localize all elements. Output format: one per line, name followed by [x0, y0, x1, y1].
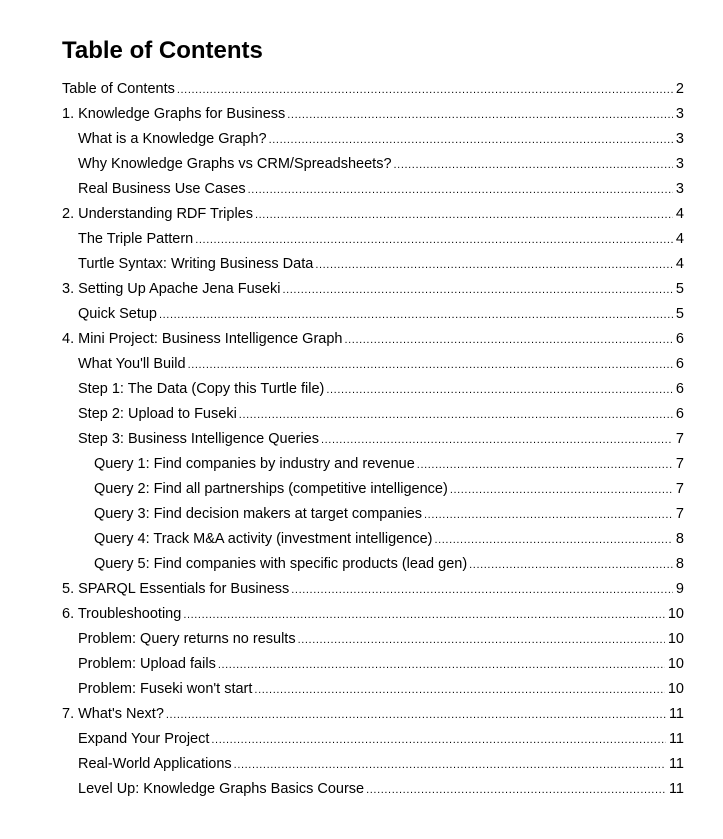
- toc-entry-title: Problem: Query returns no results: [78, 631, 296, 647]
- toc-dot-leader: [366, 778, 666, 803]
- toc-dot-leader: [177, 78, 673, 103]
- toc-entry-title: Why Knowledge Graphs vs CRM/Spreadsheets?: [78, 156, 392, 172]
- toc-entry[interactable]: [0, 377, 723, 402]
- toc-entry-page-number: 4: [675, 256, 684, 272]
- toc-entry-page-number: 7: [675, 481, 684, 497]
- toc-entry-title: Step 2: Upload to Fuseki: [78, 406, 237, 422]
- toc-dot-leader: [298, 628, 665, 653]
- toc-entry-page-number: 5: [675, 306, 684, 322]
- toc-dot-leader: [255, 203, 673, 228]
- toc-dot-leader: [248, 178, 673, 203]
- toc-dot-leader: [326, 378, 673, 403]
- toc-entry[interactable]: [0, 177, 723, 202]
- toc-entry-title: 2. Understanding RDF Triples: [62, 206, 253, 222]
- toc-dot-leader: [315, 253, 673, 278]
- toc-entry-page-number: 4: [675, 231, 684, 247]
- toc-dot-leader: [394, 153, 673, 178]
- toc-entry-title: 1. Knowledge Graphs for Business: [62, 106, 286, 122]
- toc-entry-title: Query 3: Find decision makers at target companies: [94, 506, 423, 522]
- toc-dot-leader: [424, 503, 673, 528]
- toc-entry-title: 4. Mini Project: Business Intelligence Graph: [62, 331, 343, 347]
- toc-entry-title: Level Up: Knowledge Graphs Basics Course: [78, 781, 365, 797]
- toc-entry-page-number: 11: [668, 731, 684, 747]
- toc-dot-leader: [269, 128, 673, 153]
- toc-entry[interactable]: [0, 127, 723, 152]
- toc-dot-leader: [287, 103, 673, 128]
- toc-entry[interactable]: [0, 302, 723, 327]
- toc-dot-leader: [188, 353, 673, 378]
- toc-entry-title: 5. SPARQL Essentials for Business: [62, 581, 290, 597]
- toc-entry-page-number: 9: [675, 581, 684, 597]
- toc-entry-title: Step 3: Business Intelligence Queries: [78, 431, 319, 447]
- toc-entry-title: Step 1: The Data (Copy this Turtle file): [78, 381, 325, 397]
- toc-dot-leader: [234, 753, 666, 778]
- toc-dot-leader: [434, 528, 672, 553]
- toc-entry[interactable]: [0, 227, 723, 252]
- toc-entry-page-number: 4: [675, 206, 684, 222]
- toc-entry[interactable]: [0, 477, 723, 502]
- toc-entry-title: Real Business Use Cases: [78, 181, 246, 197]
- toc-entry[interactable]: [0, 702, 723, 727]
- toc-entry-title: 7. What's Next?: [62, 706, 164, 722]
- toc-entry[interactable]: [0, 577, 723, 602]
- toc-entry[interactable]: [0, 427, 723, 452]
- toc-entry-page-number: 2: [675, 81, 684, 97]
- toc-entry-title: Query 5: Find companies with specific products (lead gen): [94, 556, 468, 572]
- toc-entry-page-number: 5: [675, 281, 684, 297]
- toc-dot-leader: [469, 553, 673, 578]
- toc-entry[interactable]: [0, 727, 723, 752]
- toc-entry[interactable]: [0, 152, 723, 177]
- toc-entry-page-number: 10: [667, 656, 684, 672]
- toc-entry[interactable]: [0, 352, 723, 377]
- toc-entry-title: 3. Setting Up Apache Jena Fuseki: [62, 281, 281, 297]
- toc-entry-page-number: 3: [675, 156, 684, 172]
- toc-entry-page-number: 10: [667, 606, 684, 622]
- toc-entry-page-number: 11: [668, 706, 684, 722]
- toc-entry-page-number: 3: [675, 131, 684, 147]
- toc-entry-title: What You'll Build: [78, 356, 186, 372]
- toc-entry-page-number: 7: [675, 456, 684, 472]
- toc-entry-page-number: 6: [675, 356, 684, 372]
- toc-dot-leader: [159, 303, 673, 328]
- toc-dot-leader: [195, 228, 673, 253]
- toc-entry-page-number: 6: [675, 406, 684, 422]
- toc-entry-page-number: 7: [675, 431, 684, 447]
- toc-entry[interactable]: [0, 602, 723, 627]
- toc-entry[interactable]: [0, 327, 723, 352]
- toc-entry[interactable]: [0, 777, 723, 802]
- toc-dot-leader: [183, 603, 665, 628]
- toc-entry-title: Problem: Upload fails: [78, 656, 216, 672]
- toc-entry-page-number: 6: [675, 381, 684, 397]
- toc-entry-title: Query 2: Find all partnerships (competitive intelligence): [94, 481, 448, 497]
- toc-entry[interactable]: [0, 102, 723, 127]
- toc-entry[interactable]: [0, 752, 723, 777]
- toc-entry-page-number: 11: [668, 756, 684, 772]
- toc-dot-leader: [282, 278, 672, 303]
- toc-entry-title: Query 4: Track M&A activity (investment intelligence): [94, 531, 433, 547]
- toc-entry[interactable]: [0, 252, 723, 277]
- toc-entry[interactable]: [0, 202, 723, 227]
- toc-heading: Table of Contents: [62, 37, 263, 64]
- toc-entry-page-number: 7: [675, 506, 684, 522]
- toc-entry-title: Problem: Fuseki won't start: [78, 681, 253, 697]
- toc-entry-page-number: 10: [667, 681, 684, 697]
- toc-entry[interactable]: [0, 277, 723, 302]
- toc-list: [0, 77, 723, 802]
- toc-entry-title: Quick Setup: [78, 306, 157, 322]
- toc-entry[interactable]: [0, 627, 723, 652]
- toc-entry-page-number: 11: [668, 781, 684, 797]
- toc-dot-leader: [211, 728, 666, 753]
- toc-dot-leader: [417, 453, 673, 478]
- toc-entry-page-number: 3: [675, 181, 684, 197]
- toc-entry[interactable]: [0, 527, 723, 552]
- toc-dot-leader: [254, 678, 664, 703]
- toc-dot-leader: [450, 478, 673, 503]
- toc-entry[interactable]: [0, 402, 723, 427]
- toc-entry-title: 6. Troubleshooting: [62, 606, 182, 622]
- toc-dot-leader: [218, 653, 665, 678]
- toc-entry-title: Real-World Applications: [78, 756, 232, 772]
- toc-entry-page-number: 8: [675, 556, 684, 572]
- toc-entry-title: Table of Contents: [62, 81, 175, 97]
- toc-entry-page-number: 3: [675, 106, 684, 122]
- toc-entry-page-number: 10: [667, 631, 684, 647]
- toc-dot-leader: [239, 403, 673, 428]
- toc-entry[interactable]: [0, 652, 723, 677]
- toc-entry[interactable]: [0, 77, 723, 102]
- toc-entry[interactable]: [0, 677, 723, 702]
- toc-entry-title: What is a Knowledge Graph?: [78, 131, 267, 147]
- toc-entry-page-number: 8: [675, 531, 684, 547]
- toc-entry[interactable]: [0, 452, 723, 477]
- toc-entry-title: Turtle Syntax: Writing Business Data: [78, 256, 314, 272]
- toc-entry[interactable]: [0, 502, 723, 527]
- toc-dot-leader: [344, 328, 672, 353]
- toc-entry-page-number: 6: [675, 331, 684, 347]
- toc-dot-leader: [291, 578, 673, 603]
- toc-entry-title: Query 1: Find companies by industry and revenue: [94, 456, 415, 472]
- toc-entry[interactable]: [0, 552, 723, 577]
- toc-dot-leader: [321, 428, 673, 453]
- toc-entry-title: Expand Your Project: [78, 731, 210, 747]
- toc-entry-title: The Triple Pattern: [78, 231, 194, 247]
- toc-dot-leader: [166, 703, 666, 728]
